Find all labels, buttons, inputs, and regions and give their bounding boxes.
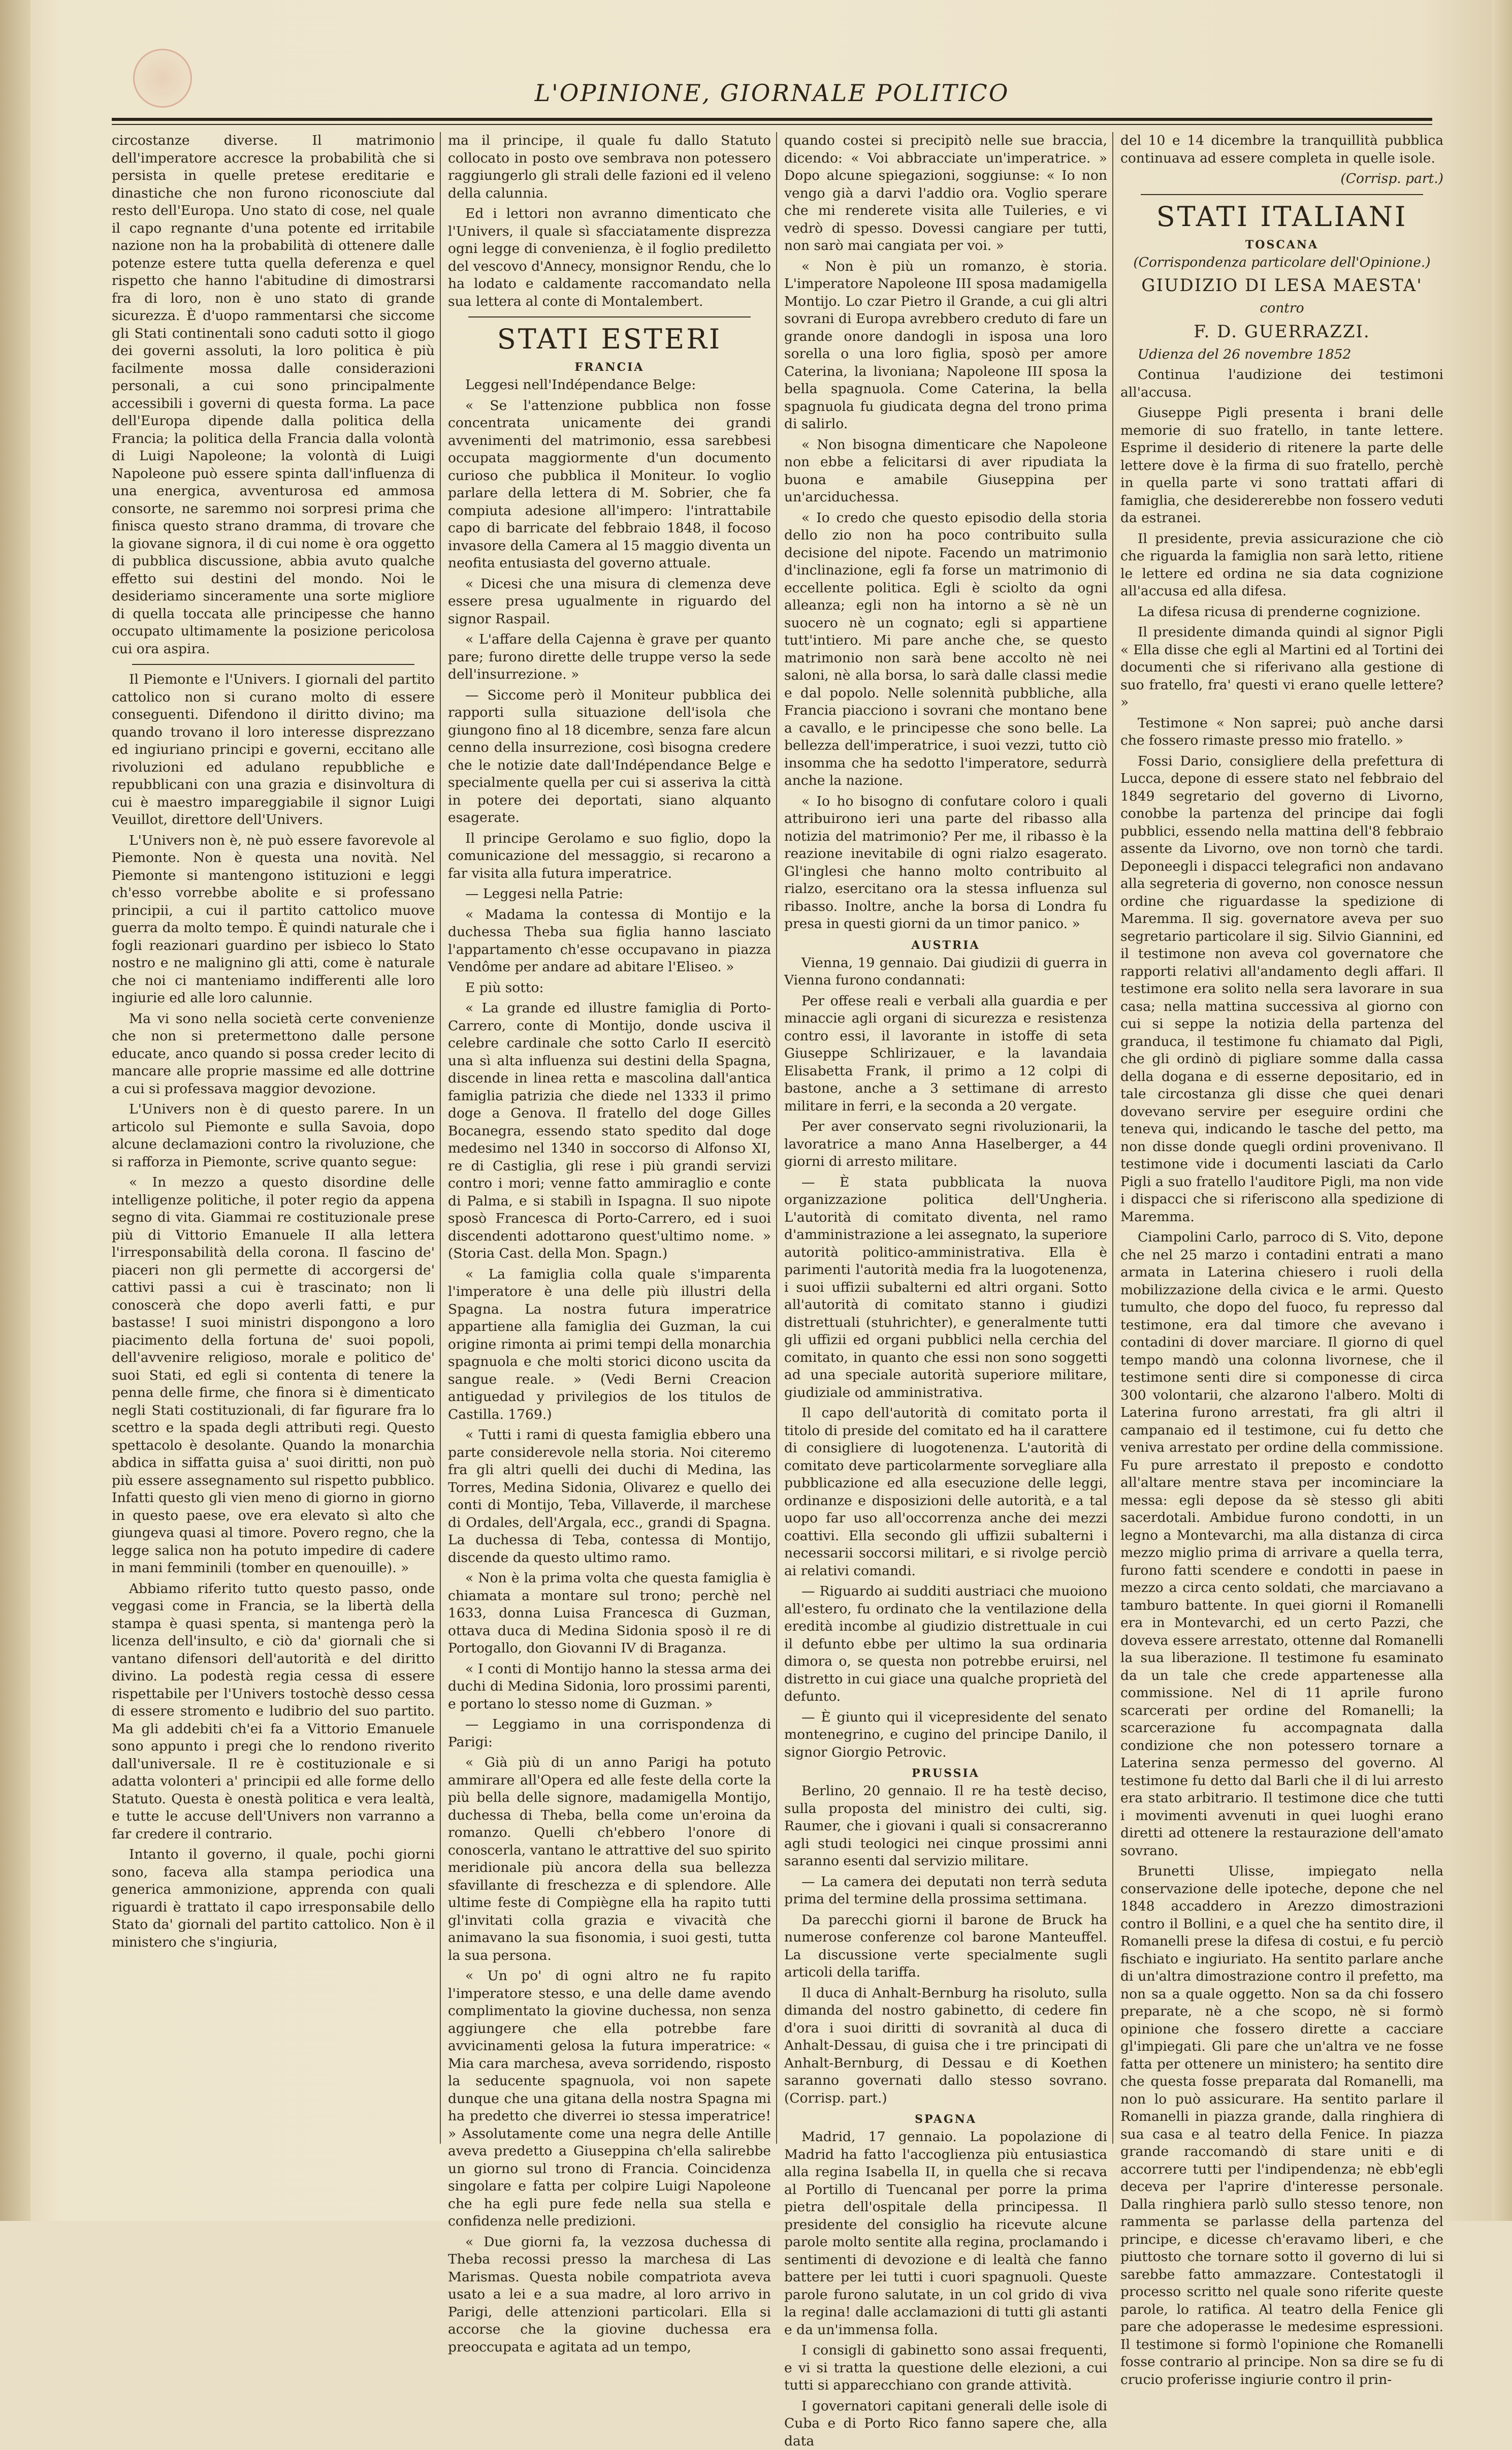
article-paragraph: Madrid, 17 gennaio. La popolazione di Madrid ha fatto l'accoglienza più entusiastica alla regina Isabella II, in quella che si recava al Portillo di Tuencanal per porre la prima pietra dell'ospitale della principessa. Il presidente del consiglio ha ricevute alcune parole molto sentite alla regina, proclamando i sentimenti di devozione e di lealtà che fanno battere per lei tutti i cuori spagnuoli. Queste parole furono salutate, in un col grido di viva la regina! dalle acclamazioni di tutti gli astanti e da un'immensa folla. [784,2128,1107,2339]
article-paragraph: « La famiglia colla quale s'imparenta l'imperatore è una delle più illustri della Spagna. La nostra futura imperatrice appartiene alla famiglia dei Guzman, la cui origine rimonta ai primi tempi della monarchia spagnuola e che molti storici dicono uscita da sangue reale. » (Vedi Berni Creacion antiguedad y privilegios de los titulos de Castilla. 1769.) [448,1266,771,1424]
article-paragraph: Il principe Gerolamo e suo figlio, dopo la comunicazione del messaggio, si recarono a far visita alla futura imperatrice. [448,830,771,883]
article-paragraph: — Riguardo ai sudditi austriaci che muoiono all'estero, fu ordinato che la ventilazione della eredità incombe al giudizio distrettuale in cui il defunto ebbe per ultimo la sua ordinaria dimora o, se questa non potrebbe eruirsi, nel distretto in cui giace una qualche proprietà del defunto. [784,1583,1107,1706]
article-paragraph: « Tutti i rami di questa famiglia ebbero una parte considerevole nella storia. Noi citeremo fra gli altri quelli dei duchi di Medina, las Torres, Medina Sidonia, Olivarez e quello dei conti di Montijo, Teba, Villaverde, il marchese di Ordales, dell'Argala, ecc., grandi di Spagna. La duchessa di Teba, contessa di Montijo, discende da questo ultimo ramo. [448,1426,771,1567]
article-paragraph: Ma vi sono nella società certe convenienze che non si pretermettono dalle persone educate, anco quando si possa creder lecito di mancare alle proprie massime ed alle dottrine a cui si professava maggior devozione. [112,1010,435,1098]
column-divider [1112,132,1113,2144]
article-paragraph: Per aver conservato segni rivoluzionarii, la lavoratrice a mano Anna Haselberger, a 44 giorni di arresto militare. [784,1118,1107,1171]
article-paragraph: Testimone « Non saprei; può anche darsi che fossero rimaste presso mio fratello. » [1120,715,1443,750]
article-paragraph: del 10 e 14 dicembre la tranquillità pubblica continuava ad essere completa in quelle isole. [1120,132,1443,167]
article-paragraph: I consigli di gabinetto sono assai frequenti, e vi si tratta la questione delle elezioni, a cui tutti si apparecchiano con grande attività. [784,2342,1107,2395]
article-paragraph: La difesa ricusa di prenderne cognizione. [1120,603,1443,621]
article-paragraph: Berlino, 20 gennaio. Il re ha testè deciso, sulla proposta del ministro dei culti, sig. Raumer, che i giovani i quali si consacreranno agli studi teologici nei cinque prossimi anni saranno esenti dal servizio militare. [784,1783,1107,1870]
article-paragraph: E più sotto: [448,979,771,997]
article-paragraph: « I conti di Montijo hanno la stessa arma dei duchi di Medina Sidonia, loro prossimi parenti, e portano lo stesso nome di Guzman. » [448,1661,771,1713]
article-paragraph: Il capo dell'autorità di comitato porta il titolo di preside del comitato ed ha il carattere di consigliere di luogotenenza. L'autorità di comitato deve particolarmente sorvegliare alla pubblicazione ed alla esecuzione delle leggi, ordinanze e disposizioni delle autorità, e a tal uopo far uso all'occorrenza anche dei mezzi coattivi. Ella secondo gli uffizii subalterni i necessarii soccorsi militari, e si rivolge perciò ai relativi comandi. [784,1405,1107,1580]
subhead-spagna: SPAGNA [784,2112,1107,2126]
section-heading-stati-italiani: STATI ITALIANI [1120,201,1443,233]
article-paragraph: « Madama la contessa di Montijo e la duchessa Theba sua figlia hanno lasciato l'appartamento ch'esse occupavano in piazza Vendôme per andare ad abitare l'Eliseo. » [448,906,771,976]
article-paragraph: Continua l'audizione dei testimoni all'accusa. [1120,366,1443,401]
article-paragraph: « Già più di un anno Parigi ha potuto ammirare all'Opera ed alle feste della corte la più bella delle signore, madamigella Montijo, duchessa di Theba, bella come un'eroina da romanzo. Quelli ch'ebbero l'onore di conoscerla, vantano le attrattive del suo spirito meridionale più ancora della sua bellezza sfavillante di freschezza e di splendore. Alle ultime feste di Compiègne ella ha rapito tutti gl'invitati colla grazia e vivacità che animavano la sua fisonomia, i suoi gesti, tutta la sua persona. [448,1754,771,1964]
article-paragraph: « Dicesi che una misura di clemenza deve essere presa ugualmente in riguardo del signor Raspail. [448,576,771,628]
article-paragraph: Ed i lettori non avranno dimenticato che l'Univers, il quale sì sfacciatamente disprezza ogni legge di convenienza, è il foglio prediletto del vescovo d'Annecy, monsignor Rendu, che lo ha lodato e caldamente raccomandato nella sua lettera al conte di Montalembert. [448,205,771,310]
article-paragraph: « Se l'attenzione pubblica non fosse concentrata unicamente dei grandi avvenimenti del matrimonio, essa sarebbesi occupata maggiormente d'un documento curioso che pubblica il Moniteur. Io voglio parlare della lettera di M. Sobrier, che fa compiuta adesione all'impero: l'intrattabile capo di barricate del febbraio 1848, il focoso invasore della Camera al 15 maggio diventa un neofita entusiasta del governo attuale. [448,397,771,572]
page-header [112,76,1432,122]
article-paragraph: « Non è la prima volta che questa famiglia è chiamata a montare sul trono; perchè nel 1633, donna Luisa Francesca di Guzman, ottava duca di Medina Sidonia sposò il re di Portogallo, don Giovanni IV di Braganza. [448,1570,771,1658]
binding-edge [0,0,30,2221]
article-paragraph: — È giunto qui il vicepresidente del senato montenegrino, e cugino del principe Danilo, il signor Giorgio Petrovic. [784,1709,1107,1762]
masthead-title: L'OPINIONE, GIORNALE POLITICO [112,79,1432,107]
column-3 [784,132,1107,2144]
subhead-toscana: TOSCANA [1120,238,1443,252]
article-paragraph: « La grande ed illustre famiglia di Porto-Carrero, conte di Montijo, donde usciva il celebre cardinale che sotto Carlo II esercitò una sì alta influenza sui destini della Spagna, discende in linea retta e mascolina dall'antica famiglia patrizia che diede nel 1333 il primo doge a Genova. Il fratello del doge Gilles Bocanegra, essendo stato spedito dal doge medesimo nel 1340 in soccorso di Alfonso XI, re di Castiglia, gli rese i più grandi servizi contro i mori; venne fatto ammiraglio e conte di Palma, e si stabilì in Ispagna. Il suo nipote sposò Francesca di Porto-Carrero, ed i suoi discendenti adottarono quest'ultimo nome. » (Storia Cast. della Mon. Spagn.) [448,1000,771,1263]
article-paragraph: Il duca di Anhalt-Bernburg ha risoluto, sulla dimanda del nostro gabinetto, di cedere fin d'ora i suoi diritti di sovranità al duca di Anhalt-Dessau, di guisa che i tre principati di Anhalt-Bernburg, di Dessau e di Koethen saranno governati dallo stesso sovrano. (Corrisp. part.) [784,1985,1107,2108]
article-paragraph: L'Univers non è di questo parere. In un articolo sul Piemonte e sulla Savoia, dopo alcune declamazioni contro la rivoluzione, che si rafforza in Piemonte, scrive quanto segue: [112,1101,435,1171]
signature-line: (Corrisp. part.) [1120,170,1443,188]
article-paragraph: Brunetti Ulisse, impiegato nella conservazione delle ipoteche, depone che nel 1848 accaddero in Arezzo dimostrazioni contro il Bollini, e a quel che ha sentito dire, il Romanelli prese la difesa di costui, e fu perciò fischiato e ingiuriato. Ha sentito parlare anche di un'altra dimostrazione contro il prefetto, ma non sa a quale oggetto. Non sa da chi fossero preparate, nè a che scopo, nè si formò opinione che fossero dirette a cacciare gl'impiegati. Gli pare che un'altra ve ne fosse fatta per ottenere un ministero; ha sentito dire che questa fosse preparata dal Romanelli, ma non lo può assicurare. Ha sentito parlare il Romanelli in piazza grande, dalla ringhiera di sua casa e al teatro della Fenice. In piazza grande raccomandò di stare uniti e di accorrere tutti per l'indipendenza; nè ebb'egli deceva per l'aprire d'interesse personale. Dalla ringhiera parlò sullo stesso tenore, non rammenta se parlasse della partenza del principe, e dicesse ch'eravamo liberi, e che piuttosto che tornare sotto il governo di lui si sarebbe fatto ammazzare. Contestatogli il processo scritto nel quale sono riferite queste parole, lo ratifica. Al teatro della Fenice gli pare che adoperasse le medesime espressioni. Il testimone si formò l'opinione che Romanelli fosse contrario al principe. Non sa dire se fu di crucio proferisse ingiurie contro il prin- [1120,1863,1443,2389]
article-paragraph: Intanto il governo, il quale, pochi giorni sono, faceva alla stampa periodica una generica ammonizione, apprenda con quali riguardi è trattato il capo irresponsabile dello Stato da' giornali del partito cattolico. Non è il ministero che s'ingiuria, [112,1846,435,1951]
trial-title: GIUDIZIO DI LESA MAESTA' [1120,274,1443,297]
column-1 [112,132,435,2144]
article-paragraph: circostanze diverse. Il matrimonio dell'imperatore accresce la probabilità che si persista in quelle pretese ereditarie e dinastiche che non furono riconosciute dal resto dell'Europa. Uno stato di cose, nel quale il capo regnante d'una potente ed irritabile nazione non ha la probabilità di ottenere dalle potenze estere tutta quella deferenza e quel rispetto che hanno l'abitudine di dimostrarsi fra di loro, non è uno stato di grande sicurezza. È d'uopo rammentarsi che siccome gli Stati continentali sono caduti sotto il giogo dei governi assoluti, la loro politica è più facilmente mossa dalle considerazioni personali, a cui sono principalmente accessibili i governi di questa forma. La pace dell'Europa dipende dalla politica della Francia; la politica della Francia dalla volontà di Luigi Napoleone; la volontà di Luigi Napoleone può essere spinta dall'influenza di una energica, avventurosa ed ammosa consorte, ne saremmo noi sorpresi prima che finisca questo strano dramma, di trovare che la giovane signora, il di cui nome è ora oggetto di pubblica discussione, abbia avuto qualche effetto sui destini del mondo. Noi le desideriamo sinceramente una sorte migliore di quella toccata alle principesse che hanno occupato ultimamente la posizione pericolosa cui ora aspira. [112,132,435,658]
section-heading-stati-esteri: STATI ESTERI [448,324,771,355]
article-paragraph: Da parecchi giorni il barone de Bruck ha numerose conferenze col barone Manteuffel. La discussione verte specialmente sugli articoli della tariffa. [784,1912,1107,1982]
article-paragraph: — La camera dei deputati non terrà seduta prima del termine della prossima settimana. [784,1873,1107,1908]
article-paragraph: « Io credo che questo episodio della storia dello zio non ha poco contribuito sulla decisione del nipote. Facendo un matrimonio d'inclinazione, egli fa forse un matrimonio di eccellente politica. Egli è sciolto da ogni alleanza; egli non ha intorno a sè nè un suocero nè un cognato; egli si appartiene tutt'intiero. Mi pare anche che, se questo matrimonio non sarà bene accolto nè nei saloni, nè alla borsa, lo sarà dalle classi medie e dal popolo. Nelle solennità pubbliche, alla Francia piacciono i sovrani che montano bene a cavallo, e le principesse che sono belle. La bellezza dell'imperatrice, i suoi vezzi, tutto ciò insomma che ha sedotto l'imperatore, sedurrà anche la nazione. [784,510,1107,790]
column-2 [448,132,771,2144]
quoted-paragraph: « In mezzo a questo disordine delle intelligenze politiche, il poter regio da appena segno di vita. Giammai re costituzionale prese più di Vittorio Emanuele II alla lettera l'irresponsabilità della corona. Il fascino de' piaceri non gli permette di accorgersi de' cattivi passi a cui è trascinato; non li conoscerà che dopo averli fatti, e pur bastasse! I suoi ministri dispongono a loro piacimento della fortuna de' suoi popoli, dell'avvenire religioso, morale e politico de' suoi Stati, ed egli si contenta di tenere la penna delle firme, che finora si è dimenticato negli Stati costituzionali, di far figurare fra lo scettro e la spada degli attributi regi. Questo spettacolo è desolante. Quando la monarchia abdica in siffatta guisa a' suoi diritti, non può più essere assegnamento sul rispetto pubblico. Infatti questo gli vien meno di giorno in giorno in questo paese, ove era elevato sì alto che giungeva quasi al timore. Povero regno, che la legge salica non ha potuto impedire di cadere in mani femminili (tomber en quenouille). » [112,1174,435,1577]
header-rule [112,118,1432,121]
article-paragraph: — Leggiamo in una corrispondenza di Parigi: [448,1716,771,1751]
correspondence-note: (Corrispondenza particolare dell'Opinione.) [1120,254,1443,272]
article-paragraph: — Siccome però il Moniteur pubblica dei rapporti sulla situazione dell'isola che giungono fino al 18 dicembre, senza fare alcun cenno della insurrezione, così bisogna credere che le notizie date dall'Indépendance Belge e specialmente quella per cui si asseriva la città in potere dei deportati, siano alquanto esagerate. [448,687,771,827]
article-paragraph: Fossi Dario, consigliere della prefettura di Lucca, depone di essere stato nel febbraio del 1849 segretario del governo di Livorno, conobbe la partenza del principe dai fogli pubblici, essendo nella mattina dell'8 febbraio assente da Livorno, ove non tornò che tardi. Deponeegli i dispacci telegrafici non andavano alla segreteria di governo, non conosce nessun ordine che riguardasse la spedizione di Maremma. Il sig. governatore aveva per suo segretario particolare il sig. Silvio Giannini, ed il testimone non aveva col governatore che rapporti relativi all'andamento degli affari. Il testimone era solito nella sera lavorare in sua casa; nella mattina successiva al giorno con cui si seppe la notizia della partenza del granduca, il testimone fu chiamato dal Pigli, che gli ordinò di pigliare somme dalla cassa della dogana e di esserne depositario, ed in tale circostanza gli disse che quei denari dovevano servire per eseguire ordini che teneva qui, indicando le tasche del petto, ma non disse donde quegli ordini provenivano. Il testimone vide i documenti lasciati da Carlo Pigli a suo fratello l'auditore Pigli, ma non vide i dispacci che si riferiscono alla spedizione di Maremma. [1120,753,1443,1226]
article-paragraph: Leggesi nell'Indépendance Belge: [448,376,771,394]
separator [132,664,414,665]
article-paragraph: Giuseppe Pigli presenta i brani delle memorie di suo fratello, in tante lettere. Esprime il desiderio di ritenere la parte delle lettere dove è la firma di suo fratello, perchè in quella parte vi sono trattati affari di famiglia, che desidererebbe non fossero veduti da estranei. [1120,404,1443,527]
article-paragraph: Per offese reali e verbali alla guardia e per minaccie agli organi di sicurezza e resistenza contro essi, il lavorante in istoffe di seta Giuseppe Schlirizauer, e la lavandaia Elisabetta Frank, il primo a 12 colpi di bastone, anche a 3 settimane di arresto militare in ferri, e la seconda a 20 vergate. [784,993,1107,1116]
trial-defendant: F. D. GUERRAZZI. [1120,321,1443,343]
article-paragraph: « Non è più un romanzo, è storia. L'imperatore Napoleone III sposa madamigella Montijo. Lo czar Pietro il Grande, a cui gli altri sovrani di Europa avrebbero creduto di fare un grande onore dandogli in isposa una loro sorella o una loro figlia, sposò per amore Caterina, la livoniana; Napoleone III sposa la bella spagnuola. Come Caterina, la bella spagnuola fu giudicata degna del trono prima di salirlo. [784,258,1107,433]
article-paragraph: Il presidente, previa assicurazione che ciò che riguarda la famiglia non sarà letto, ritiene le lettere ed ordina ne sia data cognizione all'accusa ed alla difesa. [1120,530,1443,600]
article-paragraph: — È stata pubblicata la nuova organizzazione politica dell'Ungheria. L'autorità di comitato diventa, nel ramo d'amministrazione a lei assegnato, la superiore autorità politico-amministrativa. Ella è parimenti l'autorità media fra la luogotenenza, i suoi uffizii subalterni ed altri organi. Sotto all'autorità di comitato stanno i giudizi distrettuali (stuhrichter), e generalmente tutti gli uffizii ed organi pubblici nella cerchia del comitato, in quanto che essi non sono soggetti ad una speciale autorità superiore militare, giudiziale od amministrativa. [784,1174,1107,1402]
header-rule-thin [112,124,1432,125]
article-paragraph: Il Piemonte e l'Univers. I giornali del partito cattolico non si curano molto di essere conseguenti. Difendono il diritto divino; ma quando trovano il loro interesse disprezzano ed ingiuriano principi e governi, eccitano alle rivoluzioni ed adulano repubbliche e repubblicani con una grazia e disinvoltura di cui è maestro impareggiabile il signor Luigi Veuillot, direttore dell'Univers. [112,671,435,829]
subhead-francia: FRANCIA [448,360,771,374]
article-paragraph: « Un po' di ogni altro ne fu rapito l'imperatore stesso, e una delle dame avendo complimentato la giovine duchessa, non senza aggiungere che ella potrebbe fare avvicinamenti gelosa la futura imperatrice: « Mia cara marchesa, aveva sorridendo, risposto la seducente spagnuola, voi non sapete dunque che una gitana della nostra Spagna mi ha predetto che diverrei io stessa imperatrice! » Assolutamente come una negra delle Antille aveva predetto a Giuseppina ch'ella salirebbe un giorno sul trono di Francia. Coincidenza singolare e fatta per colpire Luigi Napoleone che ha egli pure fede nella sua stella e confidenza nelle predizioni. [448,1967,771,2231]
hearing-date: Udienza del 26 novembre 1852 [1120,346,1443,364]
subhead-austria: AUSTRIA [784,938,1107,952]
article-paragraph: « Io ho bisogno di confutare coloro i quali attribuirono ieri una parte del ribasso alla notizia del matrimonio? Per me, il ribasso è la reazione inevitabile di ogni rialzo esagerato. Gl'inglesi che hanno molto contribuito al rialzo, esercitano ora la stessa influenza sul ribasso. Inoltre, anche la borsa di Londra fu presa in questi giorni da un timor panico. » [784,793,1107,933]
article-paragraph: I governatori capitani generali delle isole di Cuba e di Porto Rico fanno sapere che, alla data [784,2398,1107,2450]
column-divider [440,132,441,2144]
column-4 [1120,132,1443,2144]
article-paragraph: L'Univers non è, nè può essere favorevole al Piemonte. Non è questa una novità. Nel Piemonte si mantengono istituzioni e leggi ch'esso vorrebbe abolite e si professano principii, a cui il partito cattolico muove guerra da molto tempo. È quindi naturale che i fogli reazionari guardino per isbieco lo Stato nostro e ne malignino gli atti, come è naturale che noi ci manteniamo indifferenti alle loro ingiurie ed alle loro calunnie. [112,832,435,1007]
article-paragraph: « Due giorni fa, la vezzosa duchessa di Theba recossi presso la marchesa di Las Marismas. Questa nobile compatriota aveva usato a lei e a sua madre, al loro arrivo in Parigi, delle attenzioni particolari. Ella si accorse che la giovine duchessa era preoccupata e agitata ad un tempo, [448,2234,771,2357]
subhead-prussia: PRUSSIA [784,1766,1107,1780]
page-edge [1492,0,1512,2221]
column-divider [776,132,777,2144]
separator [468,316,751,317]
article-paragraph: Il presidente dimanda quindi al signor Pigli « Ella disse che egli al Martini ed al Tortini dei documenti che si riferivano alla gestione di suo fratello, fra' questi vi erano quelle lettere? » [1120,624,1443,712]
article-paragraph: ma il principe, il quale fu dallo Statuto collocato in posto ove sembrava non potessero raggiungerlo gli strali delle fazioni ed il veleno della calunnia. [448,132,771,202]
article-paragraph: « L'affare della Cajenna è grave per quanto pare; furono dirette delle truppe verso la sede dell'insurrezione. » [448,631,771,684]
separator [1141,194,1423,195]
article-paragraph: Abbiamo riferito tutto questo passo, onde veggasi come in Francia, se la libertà della stampa è quasi spenta, si mantenga però la licenza dell'insulto, e ciò da' giornali che si vantano difensori dell'autorità e del diritto divino. La podestà regia cessa di essere rispettabile per l'Univers tostochè desso cessa di essere stromento e ludibrio del suo partito. Ma gli addebiti ch'ei fa a Vittorio Emanuele sono appunto i pregi che lo rendono riverito dall'universale. Il re è costituzionale e si adatta volonteri a' principii ed alle forme dello Statuto. Questa è onestà politica e vera lealtà, e tutte le accuse dell'Univers non varranno a far credere il contrario. [112,1580,435,1843]
article-paragraph: « Non bisogna dimenticare che Napoleone non ebbe a felicitarsi di aver ripudiata la buona e amabile Giuseppina per un'arciduchessa. [784,436,1107,506]
article-paragraph: Vienna, 19 gennaio. Dai giudizii di guerra in Vienna furono condannati: [784,954,1107,990]
article-paragraph: Ciampolini Carlo, parroco di S. Vito, depone che nel 25 marzo i contadini entrati a mano armata in Laterina chiesero i ruoli della mobilizzazione della civica e le armi. Questo tumulto, che dopo del fuoco, fu represso dal testimone, era dal timore che avevano i contadini di dover marciare. Il giorno di quel tempo mandò una colonna livornese, che il testimone senti dire si componesse di circa 300 volontarii, che alzarono l'albero. Molti di Laterina furono arrestati, fra gli altri il campanaio ed il testimone, cui fu detto che veniva arrestato per ordine della commissione. Fu pure arrestato il preposto e condotto all'altare mentre stava per incominciare la messa: egli depose da sè stesso gli abiti sacerdotali. Ambidue furono condotti, in un legno a Montevarchi, ma alla distanza di circa mezzo miglio prima di arrivare a quella terra, furono fatti scendere e condotti in paese in mezzo a circa cento soldati, che marciavano a tamburo battente. In quei giorni il Romanelli era in Montevarchi, ed un certo Pazzi, che doveva essere arrestato, ottenne dal Romanelli la sua liberazione. Il testimone fu esaminato da un tale che crede appartenesse alla commissione. Nel di 11 aprile furono scarcerati per ordine del Romanelli; la scarcerazione fu accompagnata dalla condizione che non potessero tornare a Laterina senza permesso del governo. Al testimone fu detto dal Barli che il di lui arresto era stato arbitrario. Il testimone dice che tutti i movimenti avvenuti in quei luoghi erano diretti ad ottenere la restaurazione dell'amato sovrano. [1120,1229,1443,1860]
trial-contro: contro [1120,300,1443,317]
article-paragraph: quando costei si precipitò nelle sue braccia, dicendo: « Voi abbracciate un'imperatrice. » Dopo alcune spiegazioni, soggiunse: « Io non vengo già a darvi l'addio ora. Voglio sperare che mi renderete visita alle Tuileries, e vi vedrò di spesso. Dovessi cangiare per tutti, non sarò mai cangiata per voi. » [784,132,1107,255]
article-paragraph: — Leggesi nella Patrie: [448,885,771,903]
